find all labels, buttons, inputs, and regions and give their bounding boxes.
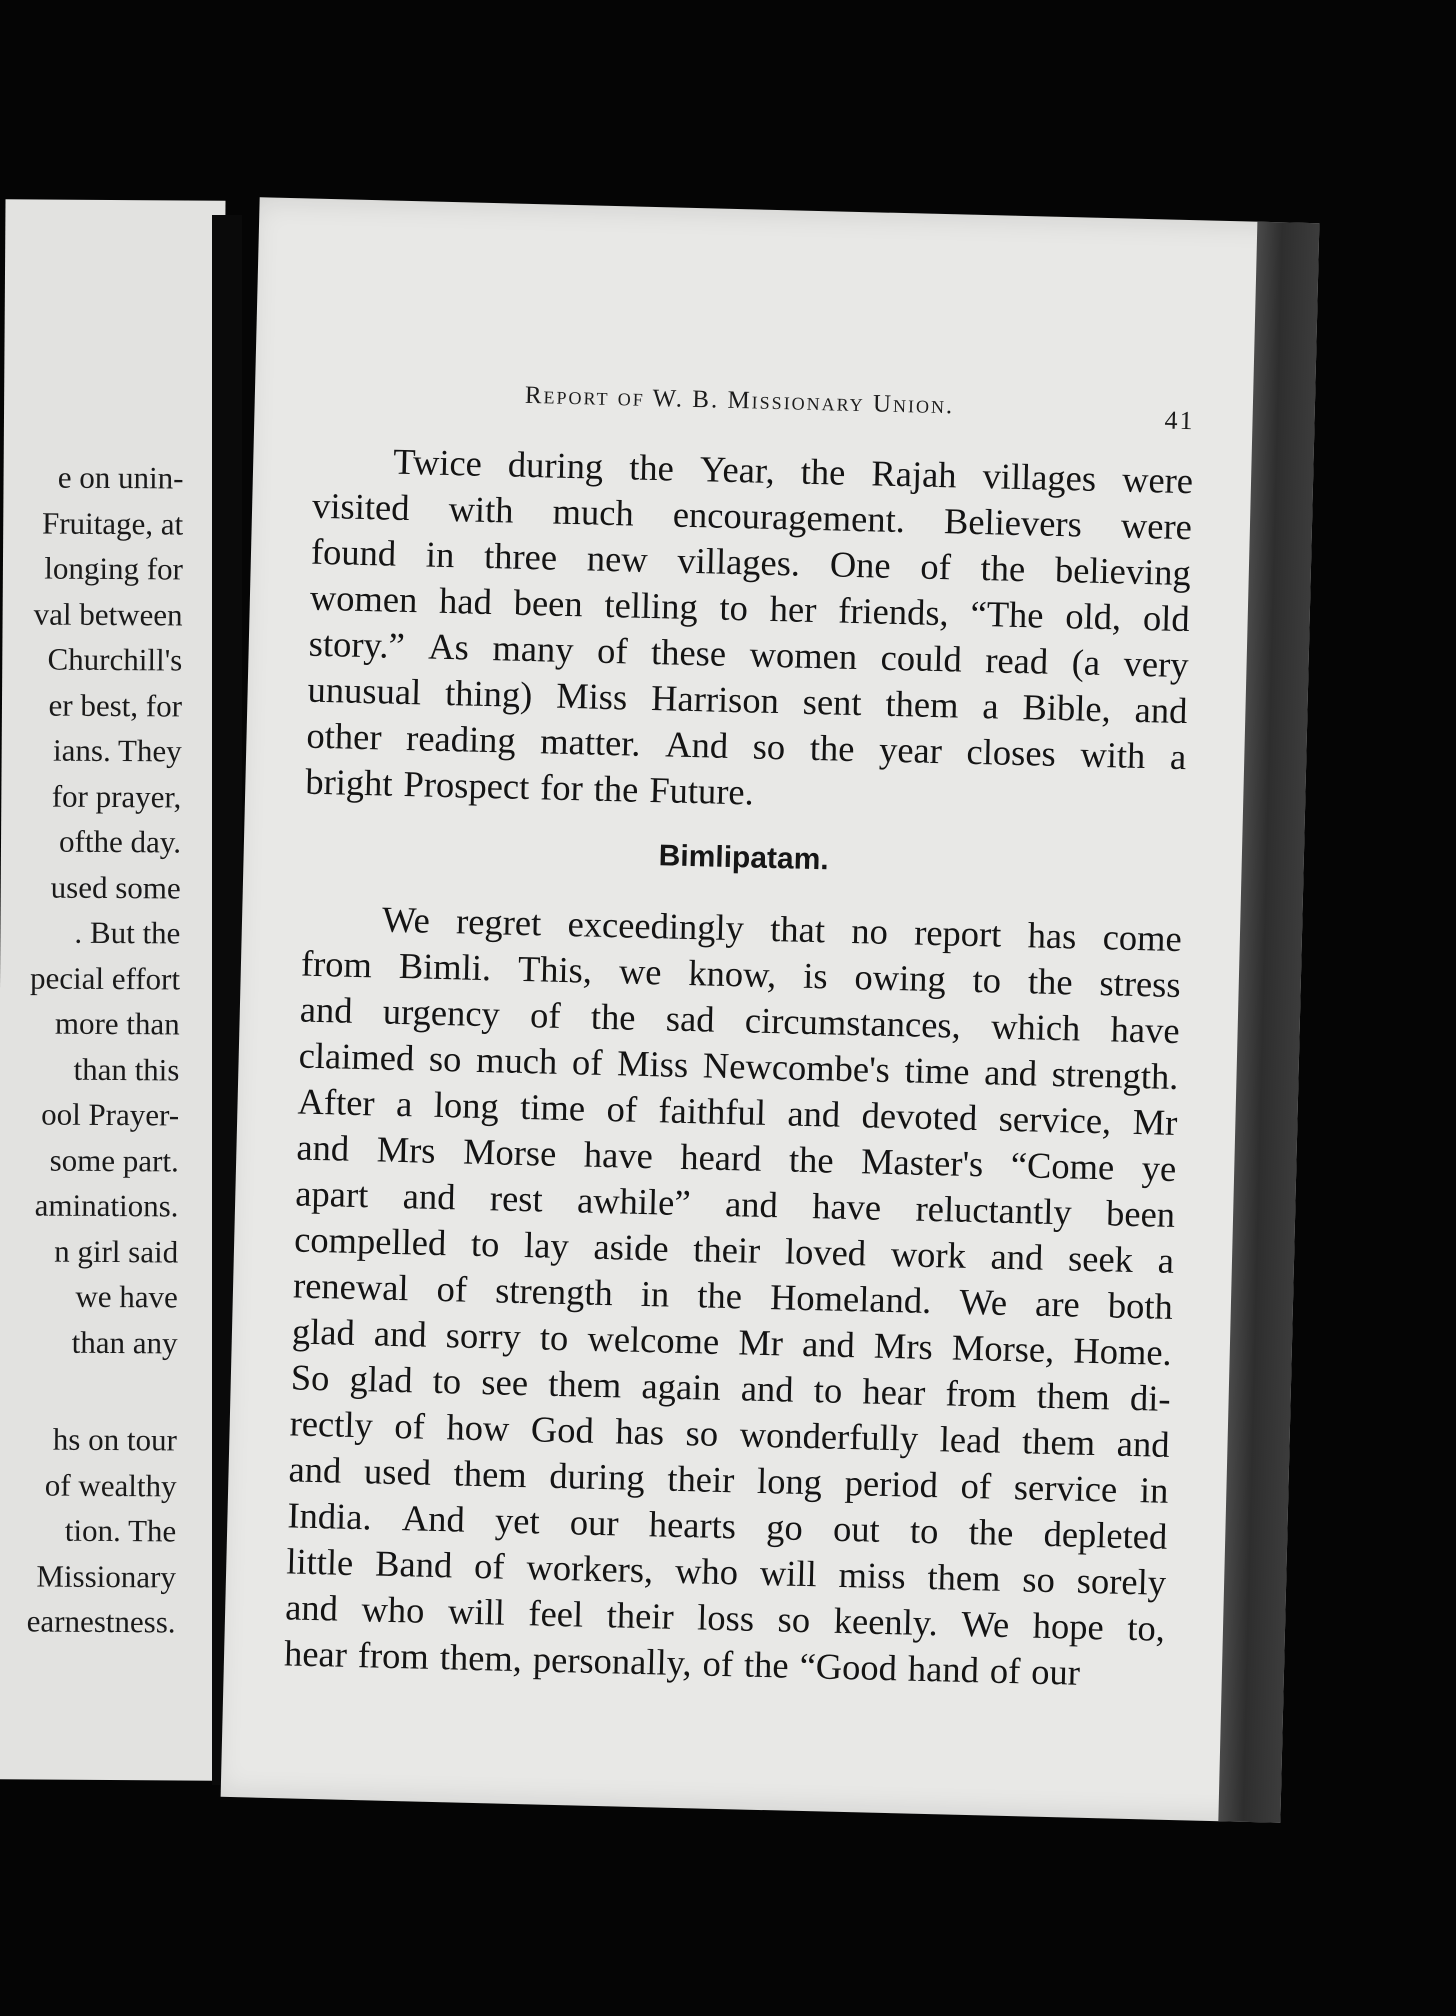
word: were: [1120, 504, 1193, 548]
word: out: [832, 1507, 881, 1550]
left-line: e on unin-: [57, 459, 184, 496]
word: glad: [291, 1310, 356, 1353]
word: from: [357, 1634, 430, 1677]
word: for: [539, 766, 584, 809]
word: of: [919, 545, 952, 588]
body-text: [284, 437, 1194, 1698]
page-edge: [1218, 222, 1319, 1823]
word: has: [614, 1410, 665, 1453]
word: the: [800, 450, 846, 493]
word: long: [433, 1083, 500, 1127]
word: has: [1027, 914, 1077, 957]
word: them: [547, 1362, 622, 1406]
word: Rajah: [870, 452, 958, 496]
word: used: [363, 1450, 432, 1493]
word: friends,: [837, 589, 950, 634]
word: much: [475, 1038, 558, 1082]
word: three: [483, 534, 558, 578]
word: One: [829, 543, 892, 586]
word: We: [958, 1280, 1008, 1323]
word: will: [759, 1551, 818, 1595]
word: Band: [374, 1542, 453, 1586]
word: them: [453, 1452, 528, 1496]
word: of: [393, 1404, 426, 1447]
word: of: [473, 1544, 506, 1587]
word: Master's: [860, 1140, 984, 1185]
word: Mrs: [376, 1128, 437, 1171]
word: to,: [1126, 1606, 1166, 1649]
word: story.”: [308, 622, 406, 666]
word: unusual: [307, 668, 422, 713]
word: old,: [1064, 595, 1122, 638]
word: and: [983, 1051, 1038, 1094]
section-heading: Bimlipatam.: [658, 839, 830, 877]
left-line: earnestness.: [26, 1603, 176, 1640]
word: renewal: [292, 1264, 410, 1309]
word: of: [960, 1464, 992, 1507]
word: and: [402, 1175, 456, 1218]
word: Harrison: [650, 677, 780, 722]
word: Homeland.: [769, 1276, 932, 1322]
word: so: [685, 1412, 719, 1454]
word: miss: [838, 1553, 907, 1597]
word: aside: [593, 1225, 670, 1269]
word: in: [425, 533, 455, 576]
word: (a: [1071, 641, 1101, 683]
word: welcome: [587, 1317, 720, 1362]
word: in: [1139, 1469, 1169, 1511]
word: personally,: [532, 1638, 693, 1684]
paragraph-rajah-villages: [305, 437, 1194, 826]
running-head-title: Report of W. B. Missionary Union.: [524, 381, 955, 420]
word: have: [583, 1133, 654, 1177]
word: a: [1157, 1239, 1175, 1281]
word: yet: [494, 1499, 541, 1542]
left-line: some part.: [49, 1142, 179, 1178]
word: year: [878, 728, 943, 772]
word: and: [1134, 688, 1188, 732]
word: of: [596, 629, 629, 672]
word: new: [586, 537, 649, 580]
word: the: [788, 1138, 835, 1181]
left-line: ool Prayer-: [41, 1096, 180, 1133]
word: had: [438, 579, 493, 623]
word: were: [1121, 458, 1194, 502]
word: workers,: [526, 1546, 654, 1591]
word: come: [1102, 916, 1183, 960]
word: the: [593, 767, 639, 810]
word: a: [1169, 735, 1187, 778]
word: work: [890, 1233, 967, 1276]
left-page: [0, 199, 226, 1780]
word: Future.: [648, 768, 755, 813]
word: And: [664, 723, 729, 766]
word: the: [980, 547, 1026, 590]
word: matter.: [539, 720, 642, 764]
word: And: [401, 1497, 466, 1540]
word: rest: [489, 1177, 544, 1220]
word: and: [1116, 1422, 1171, 1465]
left-line: we have: [75, 1278, 178, 1315]
word: service,: [998, 1097, 1112, 1142]
word: them,: [439, 1636, 523, 1680]
left-line: ians. They: [52, 732, 182, 769]
left-line: Fruitage, at: [41, 505, 184, 541]
word: our: [1030, 1650, 1081, 1693]
right-page: [221, 197, 1320, 1822]
word: lead: [939, 1418, 1002, 1461]
word: to: [719, 586, 749, 629]
word: visited: [311, 484, 410, 529]
left-line: val between: [33, 595, 183, 632]
word: closes: [966, 730, 1057, 774]
word: glad: [349, 1357, 414, 1401]
word: is: [802, 954, 829, 997]
word: faithful: [658, 1089, 767, 1133]
left-line: Churchill's: [47, 641, 183, 678]
word: owing: [854, 956, 947, 1000]
word: This,: [517, 947, 593, 991]
word: seek: [1067, 1237, 1134, 1280]
word: we: [618, 950, 663, 993]
word: compelled: [293, 1218, 447, 1264]
left-line: of wealthy: [44, 1467, 177, 1503]
word: them: [1036, 1374, 1111, 1418]
word: both: [1107, 1284, 1174, 1327]
word: from: [945, 1372, 1018, 1416]
word: telling: [604, 583, 699, 628]
word: report: [913, 911, 1002, 955]
word: strength: [494, 1269, 614, 1314]
word: thing): [444, 671, 533, 716]
word: which: [990, 1005, 1081, 1049]
word: read: [984, 639, 1049, 682]
left-line-gap: [0, 1364, 177, 1417]
word: India.: [287, 1494, 373, 1538]
word: during: [548, 1454, 646, 1499]
word: and: [787, 1092, 841, 1135]
word: no: [850, 909, 889, 952]
word: sent: [802, 680, 863, 724]
word: apart: [294, 1172, 369, 1216]
word: been: [513, 581, 584, 625]
word: women: [749, 633, 858, 678]
word: little: [285, 1540, 354, 1583]
word: to: [539, 1316, 569, 1359]
word: We: [381, 898, 431, 941]
word: long: [756, 1459, 823, 1503]
word: know,: [687, 952, 777, 996]
left-line: pecial effort: [29, 959, 181, 996]
left-line: longing for: [44, 550, 184, 587]
word: keenly.: [833, 1599, 939, 1644]
word: been: [1105, 1192, 1176, 1235]
left-line: tion. The: [64, 1512, 177, 1549]
word: so: [428, 1037, 462, 1080]
word: of: [436, 1267, 468, 1310]
word: awhile”: [576, 1179, 692, 1224]
word: them: [927, 1556, 1002, 1599]
word: feel: [527, 1592, 584, 1635]
word: and: [724, 1182, 779, 1226]
word: women: [309, 576, 418, 621]
word: the: [968, 1511, 1014, 1554]
word: our: [569, 1501, 620, 1544]
word: will: [447, 1590, 506, 1633]
word: and: [990, 1235, 1044, 1278]
word: from: [300, 942, 373, 986]
word: have: [1110, 1008, 1181, 1052]
word: God: [530, 1408, 595, 1451]
word: stress: [1099, 962, 1182, 1006]
left-page-text: [0, 454, 184, 1645]
word: other: [306, 714, 383, 758]
word: a: [395, 1082, 413, 1125]
word: how: [446, 1406, 510, 1449]
word: period: [844, 1461, 939, 1506]
word: in: [640, 1272, 670, 1315]
word: to: [470, 1222, 500, 1265]
word: the: [628, 446, 675, 489]
page-number: 41: [1164, 405, 1195, 436]
left-line: . But the: [74, 914, 181, 951]
word: their: [666, 1457, 735, 1501]
left-line: more than: [54, 1005, 180, 1042]
word: claimed: [298, 1034, 415, 1079]
word: their: [692, 1228, 761, 1271]
word: After: [297, 1080, 376, 1124]
word: Morse: [462, 1130, 557, 1174]
word: the: [590, 995, 637, 1038]
word: the: [809, 726, 855, 769]
word: reading: [405, 717, 517, 761]
word: reluctantly: [915, 1187, 1073, 1233]
word: her: [769, 587, 817, 631]
word: Twice: [392, 440, 483, 484]
word: sorely: [1076, 1559, 1167, 1603]
word: time: [519, 1085, 586, 1129]
word: regret: [455, 900, 542, 944]
word: believing: [1054, 548, 1192, 594]
word: loved: [784, 1230, 867, 1274]
word: the: [743, 1643, 790, 1686]
word: many: [492, 627, 575, 671]
word: to: [972, 958, 1002, 1001]
word: sorry: [445, 1314, 522, 1358]
word: devoted: [861, 1094, 978, 1139]
word: ye: [1141, 1147, 1177, 1189]
word: them: [885, 682, 960, 726]
left-line: Missionary: [36, 1558, 177, 1594]
word: loss: [696, 1596, 755, 1639]
word: who: [674, 1549, 739, 1593]
word: heard: [679, 1135, 762, 1179]
word: these: [650, 630, 727, 674]
word: rectly: [289, 1402, 374, 1446]
word: a: [981, 685, 1000, 727]
left-line: than this: [73, 1051, 180, 1087]
word: the: [696, 1274, 743, 1317]
word: so: [777, 1598, 811, 1641]
word: of: [702, 1642, 734, 1685]
word: and: [373, 1312, 428, 1355]
word: so: [752, 725, 786, 768]
word: depleted: [1043, 1512, 1168, 1557]
word: and: [299, 988, 354, 1031]
word: their: [606, 1594, 675, 1637]
word: of: [606, 1088, 638, 1130]
word: that: [769, 907, 826, 951]
word: hope: [1032, 1604, 1105, 1648]
left-line: hs on tour: [52, 1421, 177, 1458]
word: hear: [283, 1632, 348, 1675]
paragraph-bimlipatam: [284, 895, 1183, 1698]
left-line: used some: [50, 869, 181, 905]
word: “Good: [799, 1644, 898, 1689]
word: during: [507, 443, 604, 487]
left-line: er best, for: [48, 687, 183, 723]
word: have: [811, 1185, 882, 1228]
word: very: [1123, 642, 1190, 686]
word: Home.: [1072, 1329, 1173, 1373]
running-head: [275, 376, 1195, 436]
word: time: [904, 1049, 971, 1092]
word: encouragement.: [672, 493, 906, 541]
word: of: [529, 994, 562, 1036]
word: exceedingly: [567, 903, 745, 949]
word: Year,: [699, 448, 776, 491]
word: Prospect: [403, 762, 530, 808]
word: lay: [523, 1224, 570, 1267]
word: As: [427, 625, 470, 668]
word: of: [989, 1649, 1021, 1692]
word: We: [960, 1602, 1010, 1646]
word: Bimli.: [398, 944, 492, 989]
word: wonderfully: [739, 1413, 919, 1459]
word: So: [290, 1356, 330, 1399]
word: and: [296, 1126, 350, 1169]
left-line: aminations.: [34, 1187, 179, 1224]
word: and: [284, 1586, 339, 1629]
word: to: [432, 1359, 462, 1402]
word: service: [1013, 1466, 1118, 1510]
word: Newcombe's: [702, 1044, 891, 1090]
word: Bible,: [1022, 686, 1112, 730]
word: hand: [907, 1647, 980, 1691]
word: villages: [982, 455, 1097, 499]
word: the: [1027, 960, 1074, 1003]
word: of: [571, 1041, 603, 1083]
word: with: [1079, 733, 1146, 777]
word: “The: [970, 592, 1045, 636]
word: go: [765, 1506, 804, 1548]
word: again: [641, 1364, 722, 1408]
word: Miss: [616, 1042, 689, 1086]
word: found: [310, 530, 397, 574]
left-line: than any: [71, 1324, 178, 1360]
word: to: [909, 1509, 939, 1552]
word: see: [480, 1361, 529, 1404]
word: Believers: [943, 500, 1083, 545]
word: bright: [304, 760, 394, 804]
word: to: [813, 1369, 843, 1411]
word: urgency: [382, 990, 501, 1035]
word: Mrs: [873, 1324, 934, 1368]
word: who: [361, 1588, 425, 1631]
word: “Come: [1010, 1143, 1115, 1188]
word: and: [801, 1322, 856, 1366]
word: much: [552, 490, 635, 534]
left-line: n girl said: [54, 1233, 179, 1269]
word: sad: [665, 997, 716, 1040]
word: old: [1142, 597, 1191, 640]
word: with: [448, 488, 515, 531]
word: and: [288, 1448, 342, 1491]
word: strength.: [1051, 1052, 1179, 1097]
word: and: [740, 1367, 795, 1410]
word: are: [1034, 1282, 1081, 1325]
word: Mr: [1132, 1100, 1178, 1143]
word: circumstances,: [744, 999, 962, 1046]
word: Morse,: [951, 1326, 1055, 1371]
left-line: ofthe day.: [58, 823, 182, 860]
word: villages.: [676, 539, 801, 584]
word: could: [880, 636, 963, 680]
word: hear: [862, 1370, 926, 1413]
word: hearts: [648, 1503, 737, 1547]
word: Mr: [737, 1321, 784, 1364]
word: so: [1021, 1558, 1056, 1601]
word: Miss: [555, 674, 628, 718]
left-line: for prayer,: [51, 778, 182, 814]
word: di-: [1129, 1376, 1172, 1419]
word: them: [1021, 1420, 1096, 1464]
